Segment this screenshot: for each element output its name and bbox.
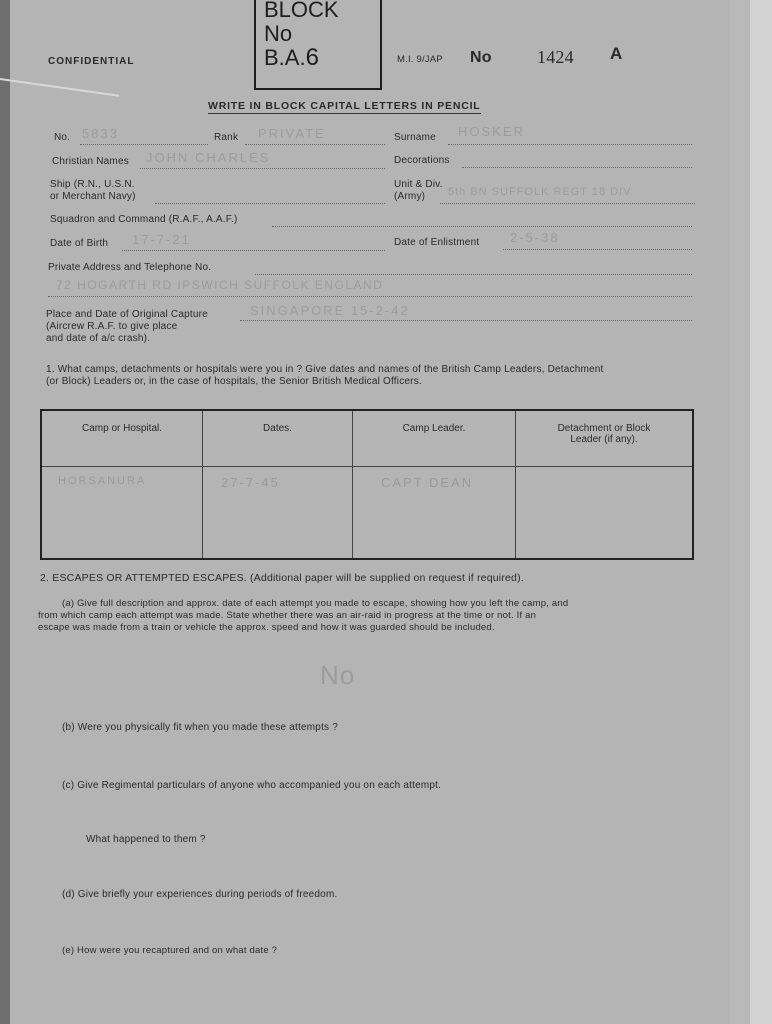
instruction-heading: WRITE IN BLOCK CAPITAL LETTERS IN PENCIL <box>208 100 481 112</box>
surname-label: Surname <box>394 132 436 143</box>
cell-dates: 27-7-45 <box>203 467 353 560</box>
table-row <box>41 467 693 560</box>
christian-names-label: Christian Names <box>52 156 129 167</box>
cell-camp: HORSANURA <box>41 467 203 560</box>
question-2a-line-2: from which camp each attempt was made. State whether there was an air-raid in progress at the time or not. If an <box>38 610 537 621</box>
enlistment-label: Date of Enlistment <box>394 237 480 248</box>
capture-label-2: (Aircrew R.A.F. to give place <box>46 321 178 332</box>
unit-value: 5th BN SUFFOLK REGT 18 DIV <box>448 186 632 198</box>
unit-label-1: Unit & Div. <box>394 179 443 190</box>
rank-label: Rank <box>214 132 239 143</box>
header-detachment: Detachment or Block Leader (if any). <box>516 410 694 467</box>
number-label: No <box>470 49 492 66</box>
question-2-title: 2. ESCAPES OR ATTEMPTED ESCAPES. (Additional paper will be supplied on request if required). <box>40 572 524 584</box>
ship-label-1: Ship (R.N., U.S.N. <box>50 179 135 190</box>
question-1-line-2: (or Block) Leaders or, in the case of hospitals, the Senior British Medical Officers. <box>46 376 422 387</box>
no-label: No. <box>54 132 71 143</box>
confidential-label: CONFIDENTIAL <box>48 56 135 67</box>
underlying-page-edge-2 <box>750 0 772 1024</box>
capture-line <box>240 320 692 321</box>
enlistment-line <box>503 249 692 250</box>
rank-line <box>245 144 385 145</box>
question-1-line-1: 1. What camps, detachments or hospitals were you in ? Give dates and names of the British Camp Leaders, Detachment <box>46 364 604 375</box>
header-dates: Dates. <box>203 410 353 467</box>
ship-label-2: or Merchant Navy) <box>50 191 136 202</box>
unit-label-2: (Army) <box>394 191 426 202</box>
header-camp: Camp or Hospital. <box>41 410 203 467</box>
christian-names-line <box>140 168 385 169</box>
question-2a-line-1: (a) Give full description and approx. date of each attempt you made to escape, showing how you left the camp, and <box>62 598 569 609</box>
squadron-line <box>272 226 692 227</box>
dob-value: 17-7-21 <box>132 232 191 247</box>
unit-line <box>440 203 695 204</box>
christian-names-value: JOHN CHARLES <box>146 150 271 165</box>
dob-label: Date of Birth <box>50 238 109 249</box>
rank-value: PRIVATE <box>258 126 326 141</box>
ship-line <box>155 203 385 204</box>
address-value: 72 HOGARTH RD IPSWICH SUFFOLK ENGLAND <box>56 278 384 292</box>
capture-label-1: Place and Date of Original Capture <box>46 309 208 320</box>
address-label: Private Address and Telephone No. <box>48 262 212 273</box>
form-reference: M.I. 9/JAP <box>397 54 443 65</box>
cell-detachment <box>516 467 694 560</box>
stamp-line-3: B.A.6 <box>264 44 319 71</box>
no-line <box>80 144 208 145</box>
question-2b: (b) Were you physically fit when you made these attempts ? <box>62 722 338 733</box>
decorations-label: Decorations <box>394 155 450 166</box>
camps-table <box>40 409 694 560</box>
question-2c-followup: What happened to them ? <box>86 834 206 845</box>
capture-label-3: and date of a/c crash). <box>46 333 151 344</box>
stamp-line-2: No <box>264 21 293 46</box>
question-2c: (c) Give Regimental particulars of anyone who accompanied you on each attempt. <box>62 780 442 791</box>
address-line-1 <box>255 274 692 275</box>
stamp-line-1: BLOCK <box>264 0 339 22</box>
address-line-2 <box>48 296 692 297</box>
form-number: 1424 <box>537 47 574 67</box>
surname-value: HOSKER <box>458 124 525 139</box>
question-2e: (e) How were you recaptured and on what date ? <box>62 945 278 956</box>
form-suffix: A <box>610 44 623 63</box>
table-header-row <box>41 410 693 467</box>
enlistment-value: 2-5-38 <box>510 230 560 245</box>
question-2a-line-3: escape was made from a train or vehicle the approx. speed and how it was guarded should be included. <box>38 622 495 633</box>
decorations-line <box>462 167 692 168</box>
capture-value: SINGAPORE 15-2-42 <box>250 303 410 318</box>
cell-camp-leader: CAPT DEAN <box>353 467 516 560</box>
squadron-label: Squadron and Command (R.A.F., A.A.F.) <box>50 214 238 225</box>
question-2d: (d) Give briefly your experiences during periods of freedom. <box>62 889 338 900</box>
header-camp-leader: Camp Leader. <box>353 410 516 467</box>
surname-line <box>448 144 692 145</box>
stamp-handwritten-number: 6 <box>305 44 319 71</box>
no-value: 5833 <box>82 126 119 141</box>
dob-line <box>122 250 385 251</box>
escape-answer: No <box>320 660 356 690</box>
block-stamp <box>254 0 382 90</box>
